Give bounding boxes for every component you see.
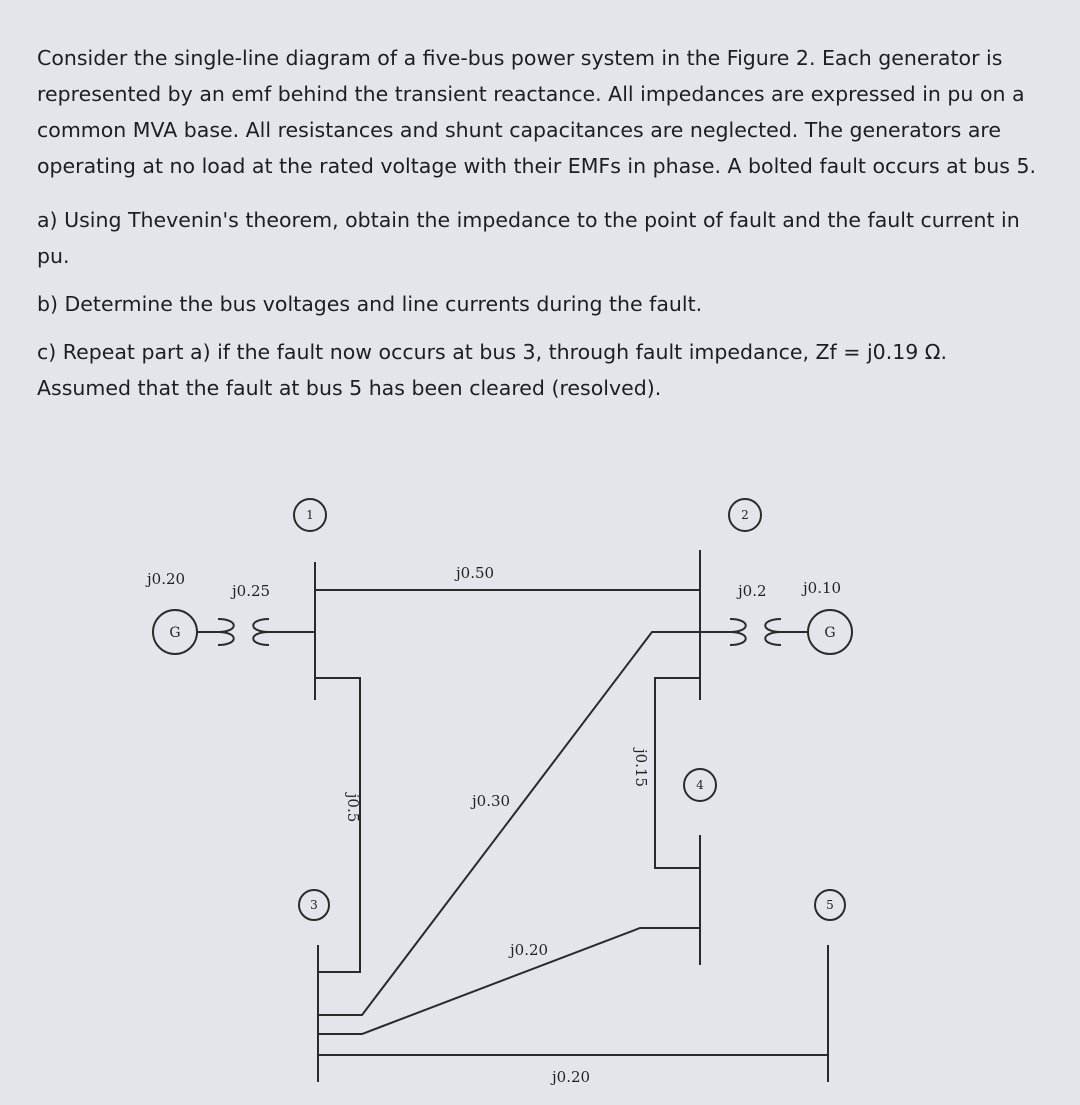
- generator-1-label: G: [169, 625, 181, 641]
- gen-2-reactance-label: j0.10: [803, 579, 842, 597]
- bus-4-number: 4: [696, 778, 704, 792]
- line-2-4-label: j0.15: [632, 748, 650, 788]
- line-1-2-label: j0.50: [456, 564, 495, 582]
- transformer-2-secondary: [765, 619, 781, 645]
- line-1-3: [315, 678, 360, 972]
- transformer-2-reactance-label: j0.2: [738, 582, 767, 600]
- gen-1-reactance-label: j0.20: [147, 570, 186, 588]
- line-2-3: [318, 632, 700, 1015]
- part-b: b) Determine the bus voltages and line currents during the fault.: [37, 292, 703, 316]
- part-c: c) Repeat part a) if the fault now occurs at bus 3, through fault impedance, Zf = j0.19 Ω. Assumed that the fault at bus 5 has been cleared (resolved).: [37, 340, 947, 400]
- line-3-4: [318, 928, 700, 1034]
- line-3-5-label: j0.20: [552, 1068, 591, 1086]
- transformer-1-reactance-label: j0.25: [232, 582, 271, 600]
- line-2-4: [655, 678, 700, 868]
- generator-2-label: G: [824, 625, 836, 641]
- line-2-3-label: j0.30: [472, 792, 511, 810]
- bus-5-number: 5: [826, 898, 834, 912]
- transformer-1-primary: [218, 619, 234, 645]
- line-1-3-label: j0.5: [344, 793, 362, 823]
- part-a: a) Using Thevenin's theorem, obtain the impedance to the point of fault and the fault current in pu.: [37, 208, 1020, 268]
- bus-2-number: 2: [741, 508, 749, 522]
- bus-3-number: 3: [310, 898, 318, 912]
- transformer-1-secondary: [253, 619, 269, 645]
- bus-1-number: 1: [306, 508, 314, 522]
- problem-intro: Consider the single-line diagram of a five-bus power system in the Figure 2. Each generator is represented by an emf behind the transient reactance. All impedances are expressed in pu on a common MVA base. All resistances and shunt capacitances are neglected. The generators are operating at no load at the rated voltage with their EMFs in phase. A bolted fault occurs at bus 5.: [37, 46, 1037, 178]
- transformer-2-primary: [730, 619, 746, 645]
- line-3-4-label: j0.20: [510, 941, 549, 959]
